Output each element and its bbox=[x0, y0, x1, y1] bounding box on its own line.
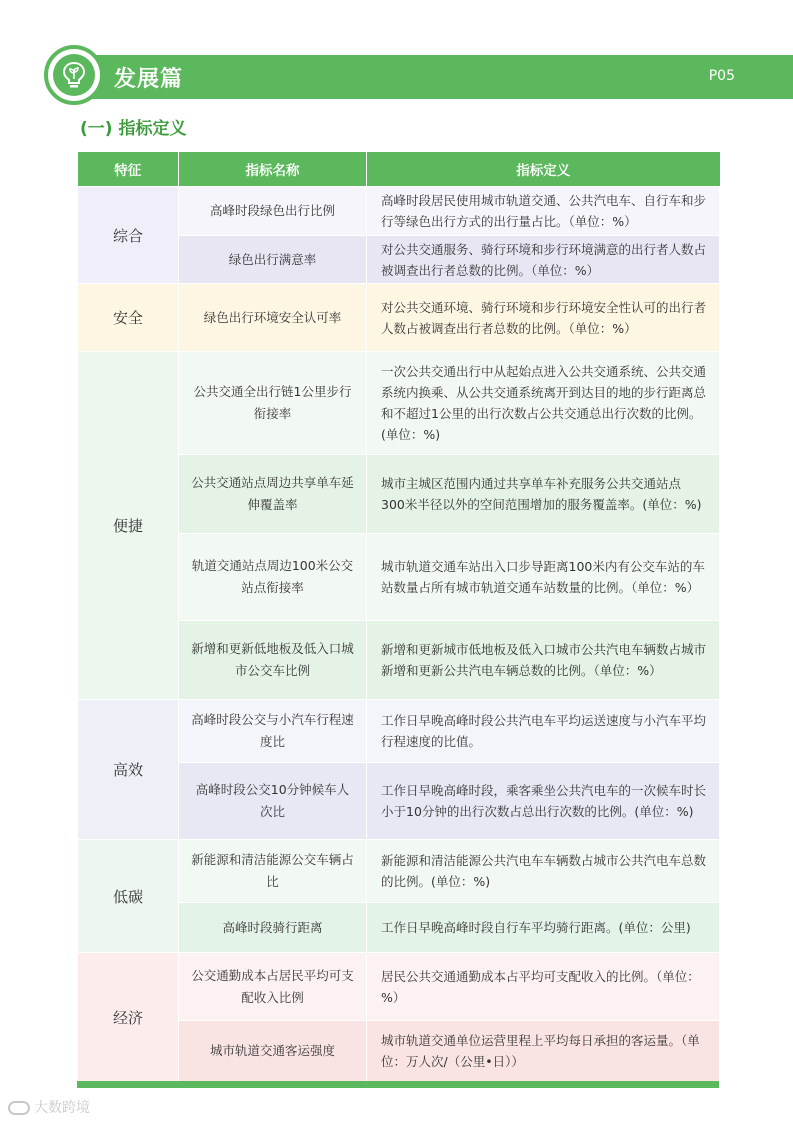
header-name: 指标名称 bbox=[179, 152, 367, 187]
table-row bbox=[78, 284, 720, 352]
feature-cell: 综合 bbox=[78, 187, 179, 284]
indicator-name: 高峰时段骑行距离 bbox=[179, 903, 367, 953]
indicator-definition: 城市主城区范围内通过共享单车补充服务公共交通站点 300米半径以外的空间范围增加的服务覆盖率。(单位：%) bbox=[367, 455, 720, 534]
indicator-name: 公交通勤成本占居民平均可支配收入比例 bbox=[179, 953, 367, 1021]
section-title: (一) 指标定义 bbox=[80, 119, 187, 139]
header-title: 发展篇 bbox=[114, 67, 184, 92]
page-number: P05 bbox=[708, 68, 735, 84]
indicator-definition: 城市轨道交通单位运营里程上平均每日承担的客运量。（单位：万人次/（公里•日）） bbox=[367, 1021, 720, 1082]
feature-cell: 便捷 bbox=[78, 352, 179, 700]
header-bar bbox=[62, 55, 793, 99]
feature-cell: 经济 bbox=[78, 953, 179, 1082]
indicator-definition: 一次公共交通出行中从起始点进入公共交通系统、公共交通系统内换乘、从公共交通系统离开到达目的地的步行距离总和不超过1公里的出行次数占公共交通总出行次数的比例。(单位：%) bbox=[367, 352, 720, 455]
feature-cell: 安全 bbox=[78, 284, 179, 352]
header-feature: 特征 bbox=[78, 152, 179, 187]
lightbulb-leaf-icon bbox=[62, 61, 86, 89]
indicator-name: 绿色出行环境安全认可率 bbox=[179, 284, 367, 352]
indicator-name: 公共交通站点周边共享单车延伸覆盖率 bbox=[179, 455, 367, 534]
indicator-definition: 城市轨道交通车站出入口步导距离100米内有公交车站的车站数量占所有城市轨道交通车站数量的比例。（单位：%） bbox=[367, 534, 720, 621]
logo bbox=[44, 45, 104, 105]
indicator-name: 轨道交通站点周边100米公交站点衔接率 bbox=[179, 534, 367, 621]
indicator-definition: 工作日早晚高峰时段自行车平均骑行距离。(单位：公里) bbox=[367, 903, 720, 953]
group-economy bbox=[78, 953, 720, 1082]
indicator-definition: 新能源和清洁能源公共汽电车车辆数占城市公共汽电车总数的比例。(单位：%) bbox=[367, 840, 720, 903]
watermark bbox=[8, 1097, 90, 1117]
table-row bbox=[78, 840, 720, 903]
table-row bbox=[78, 352, 720, 455]
indicator-name: 公共交通全出行链1公里步行衔接率 bbox=[179, 352, 367, 455]
table-row bbox=[78, 187, 720, 236]
indicator-name: 新增和更新低地板及低入口城市公交车比例 bbox=[179, 621, 367, 700]
indicator-definition: 工作日早晚高峰时段，乘客乘坐公共汽电车的一次候车时长小于10分钟的出行次数占总出行次数的比例。(单位：%) bbox=[367, 763, 720, 840]
indicator-table bbox=[77, 152, 720, 1082]
indicator-definition: 工作日早晚高峰时段公共汽电车平均运送速度与小汽车平均行程速度的比值。 bbox=[367, 700, 720, 763]
indicator-definition: 对公共交通服务、骑行环境和步行环境满意的出行者人数占被调查出行者总数的比例。（单位：%） bbox=[367, 236, 720, 284]
group-convenience bbox=[78, 352, 720, 700]
indicator-definition: 新增和更新城市低地板及低入口城市公共汽电车辆数占城市新增和更新公共汽电车辆总数的比例。（单位：%） bbox=[367, 621, 720, 700]
feature-cell: 低碳 bbox=[78, 840, 179, 953]
table-header-row bbox=[78, 152, 720, 187]
group-efficiency bbox=[78, 700, 720, 840]
table-row bbox=[78, 953, 720, 1021]
indicator-definition: 高峰时段居民使用城市轨道交通、公共汽电车、自行车和步行等绿色出行方式的出行量占比。（单位：%） bbox=[367, 187, 720, 236]
indicator-name: 新能源和清洁能源公交车辆占比 bbox=[179, 840, 367, 903]
indicator-name: 城市轨道交通客运强度 bbox=[179, 1021, 367, 1082]
indicator-name: 高峰时段绿色出行比例 bbox=[179, 187, 367, 236]
indicator-name: 绿色出行满意率 bbox=[179, 236, 367, 284]
indicator-definition: 对公共交通环境、骑行环境和步行环境安全性认可的出行者人数占被调查出行者总数的比例。（单位：%） bbox=[367, 284, 720, 352]
indicator-definition: 居民公共交通通勤成本占平均可支配收入的比例。（单位：%） bbox=[367, 953, 720, 1021]
feature-cell: 高效 bbox=[78, 700, 179, 840]
group-low-carbon bbox=[78, 840, 720, 953]
table-row bbox=[78, 700, 720, 763]
indicator-name: 高峰时段公交10分钟候车人次比 bbox=[179, 763, 367, 840]
watermark-text: 大数跨境 bbox=[34, 1100, 90, 1116]
group-comprehensive bbox=[78, 187, 720, 284]
watermark-icon bbox=[8, 1101, 30, 1115]
header-definition: 指标定义 bbox=[367, 152, 720, 187]
indicator-name: 高峰时段公交与小汽车行程速度比 bbox=[179, 700, 367, 763]
group-safety bbox=[78, 284, 720, 352]
footer-bar bbox=[77, 1081, 719, 1088]
